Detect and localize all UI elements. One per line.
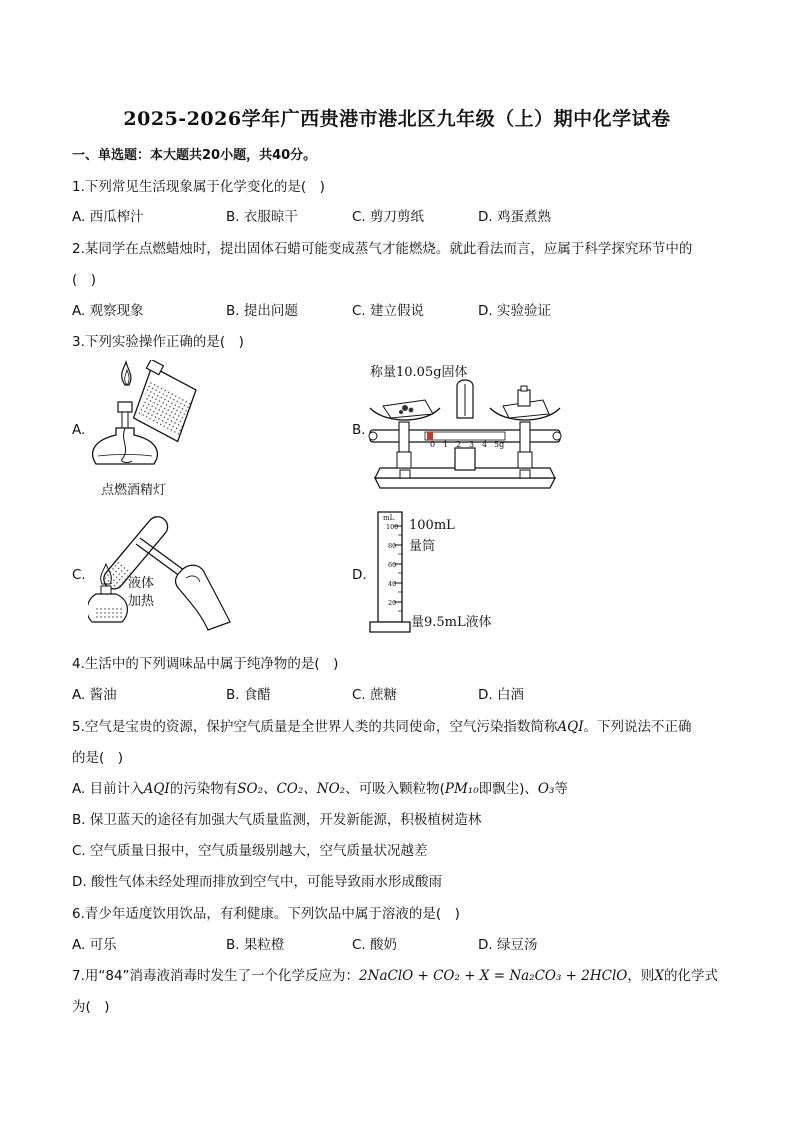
question-4-stem: 4.生活中的下列调味品中属于纯净物的是( ) bbox=[72, 656, 339, 672]
question-5-option-d: D. 酸性气体未经处理而排放到空气中，可能导致雨水形成酸雨 bbox=[72, 874, 442, 890]
option-b: B. 食醋 bbox=[226, 687, 271, 703]
question-3-stem: 3.下列实验操作正确的是( ) bbox=[72, 334, 244, 350]
option-c: C. 剪刀剪纸 bbox=[352, 209, 425, 225]
text: ，则 bbox=[627, 968, 655, 984]
tick-label: 80 bbox=[388, 542, 397, 550]
figure-c-heating bbox=[88, 512, 233, 634]
option-b: B. 果粒橙 bbox=[226, 937, 285, 953]
section-heading: 一、单选题：本大题共20小题，共40分。 bbox=[72, 148, 317, 163]
option-b: B. 衣服晾干 bbox=[226, 209, 298, 225]
page-title: 2025-2026学年广西贵港市港北区九年级（上）期中化学试卷 bbox=[123, 108, 671, 130]
scale-tick: 5g bbox=[494, 440, 505, 449]
option-c: C. 酸奶 bbox=[352, 937, 398, 953]
math-equation: 2NaClO + CO₂ + X = Na₂CO₃ + 2HClO bbox=[359, 968, 628, 984]
tick-label: 60 bbox=[388, 561, 397, 569]
math: PM₁₀ bbox=[444, 781, 479, 797]
text: 、可吸入颗粒物( bbox=[345, 781, 445, 797]
weight-icon bbox=[518, 390, 530, 406]
text: 的化学式 bbox=[664, 968, 718, 984]
scale-tick: 0 bbox=[430, 440, 436, 449]
scale-tick: 2 bbox=[456, 440, 462, 449]
rider bbox=[427, 432, 433, 440]
text: 等 bbox=[554, 781, 568, 797]
option-a: A. 西瓜榨汁 bbox=[72, 209, 144, 225]
option-d: D. 白酒 bbox=[478, 687, 524, 703]
figure-a-caption: 点燃酒精灯 bbox=[101, 483, 167, 498]
figure-d-letter: D. bbox=[352, 567, 367, 583]
cylinder-unit: mL bbox=[383, 514, 395, 522]
option-c: C. 建立假说 bbox=[352, 303, 425, 319]
option-d: D. 鸡蛋煮熟 bbox=[478, 209, 551, 225]
figure-b-caption: 称量10.05g固体 bbox=[370, 365, 468, 380]
question-2-stem: 2.某同学在点燃蜡烛时，提出固体石蜡可能变成蒸气才能燃烧。就此看法而言，应属于科学探究环节中的 bbox=[72, 241, 693, 257]
question-5-stem bbox=[72, 718, 692, 736]
question-2-stem-cont: ( ) bbox=[72, 272, 97, 288]
tick-label: 20 bbox=[388, 599, 397, 607]
math-aqi: AQI bbox=[557, 719, 584, 735]
figure-d-caption-1: 100mL bbox=[409, 518, 455, 533]
tick-label: 40 bbox=[388, 580, 397, 588]
question-5-option-c: C. 空气质量日报中，空气质量级别越大，空气质量状况越差 bbox=[72, 843, 428, 859]
text: 。下列说法不正确 bbox=[583, 719, 692, 735]
option-a: A. 观察现象 bbox=[72, 303, 144, 319]
tick-label: 100 bbox=[386, 523, 399, 531]
option-c: C. 蔗糖 bbox=[352, 687, 398, 703]
option-a: A. 酱油 bbox=[72, 687, 117, 703]
question-6-stem: 6.青少年适度饮用饮品，有利健康。下列饮品中属于溶液的是( ) bbox=[72, 906, 460, 922]
figure-c-letter: C. bbox=[72, 567, 86, 583]
question-1-stem: 1.下列常见生活现象属于化学变化的是( ) bbox=[72, 179, 325, 195]
figure-a-letter: A. bbox=[72, 422, 86, 438]
question-5-option-a bbox=[72, 780, 568, 798]
text: 5.空气是宝贵的资源，保护空气质量是全世界人类的共同使命，空气污染指数简称 bbox=[72, 719, 558, 735]
text: 的污染物有 bbox=[169, 781, 238, 797]
text: 即飘尘)、 bbox=[478, 781, 538, 797]
math: O₃ bbox=[537, 781, 555, 797]
flame-icon bbox=[122, 362, 131, 385]
text: A. 目前计入 bbox=[72, 781, 144, 797]
math-x: X bbox=[654, 968, 664, 984]
figure-d-caption-3: 量9.5mL液体 bbox=[411, 615, 492, 630]
option-b: B. 提出问题 bbox=[226, 303, 298, 319]
figure-a-alcohol-lamp bbox=[88, 360, 223, 475]
question-7-stem bbox=[72, 967, 718, 985]
question-5-stem-cont: 的是( ) bbox=[72, 750, 124, 766]
figure-d-caption-2: 量筒 bbox=[409, 539, 436, 554]
figure-c-caption-2: 加热 bbox=[128, 594, 155, 609]
figure-c-caption-1: 液体 bbox=[128, 576, 155, 591]
option-a: A. 可乐 bbox=[72, 937, 117, 953]
figure-b-balance bbox=[365, 378, 565, 493]
text: 7.用“84”消毒液消毒时发生了一个化学反应为： bbox=[72, 968, 360, 984]
question-7-stem-cont: 为( ) bbox=[72, 999, 110, 1015]
hand-icon bbox=[176, 565, 231, 630]
math: AQI bbox=[143, 781, 170, 797]
option-d: D. 绿豆汤 bbox=[478, 937, 538, 953]
scale-tick: 4 bbox=[482, 440, 488, 449]
question-5-option-b: B. 保卫蓝天的途径有加强大气质量监测，开发新能源，积极植树造林 bbox=[72, 812, 482, 828]
scale-tick: 3 bbox=[469, 440, 475, 449]
figure-b-letter: B. bbox=[352, 422, 366, 438]
scale-tick: 1 bbox=[443, 440, 449, 449]
option-d: D. 实验验证 bbox=[478, 303, 551, 319]
math: SO₂、CO₂、NO₂ bbox=[237, 781, 346, 797]
